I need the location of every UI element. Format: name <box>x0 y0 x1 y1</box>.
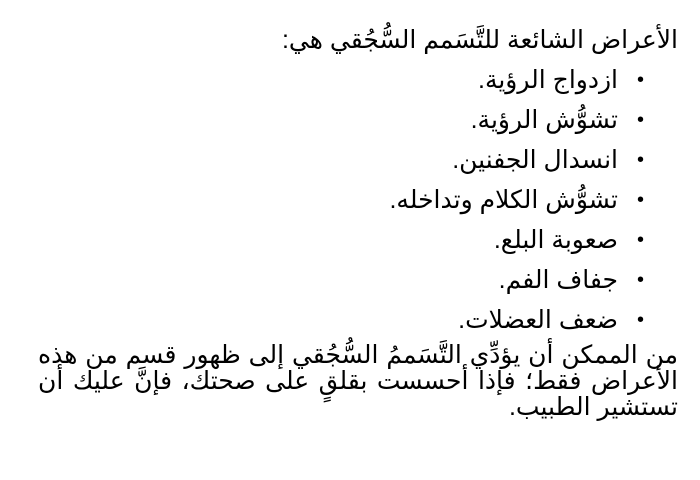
list-item <box>38 260 678 300</box>
symptom-text: ضعف العضلات. <box>458 306 618 334</box>
advice-paragraph: من الممكن أن يؤدِّي التَّسَممُ السُّجُقي إلى ظهور قسم من هذه الأعراض فقط؛ فإذا أحسست بقلقٍ على صحتك، فإنَّ عليك أن تستشير الطبيب. <box>38 341 678 421</box>
bullet-icon: • <box>636 69 644 91</box>
bullet-icon: • <box>636 309 644 331</box>
symptom-text: تشوُّش الكلام وتداخله. <box>389 186 618 214</box>
symptom-text: تشوُّش الرؤية. <box>470 106 618 134</box>
bullet-icon: • <box>636 149 644 171</box>
list-item <box>38 100 678 140</box>
symptom-text: صعوبة البلع. <box>493 226 618 254</box>
symptoms-list <box>38 60 678 340</box>
list-item <box>38 300 678 340</box>
document-body <box>38 20 678 420</box>
list-item <box>38 220 678 260</box>
bullet-icon: • <box>636 189 644 211</box>
symptom-text: انسدال الجفنين. <box>452 146 618 174</box>
bullet-icon: • <box>636 269 644 291</box>
symptom-text: جفاف الفم. <box>498 266 618 294</box>
list-item <box>38 180 678 220</box>
symptom-text: ازدواج الرؤية. <box>478 66 618 94</box>
bullet-icon: • <box>636 229 644 251</box>
list-item <box>38 60 678 100</box>
intro-text: الأعراض الشائعة للتَّسَمم السُّجُقي هي: <box>281 26 678 54</box>
bullet-icon: • <box>636 109 644 131</box>
list-item <box>38 140 678 180</box>
